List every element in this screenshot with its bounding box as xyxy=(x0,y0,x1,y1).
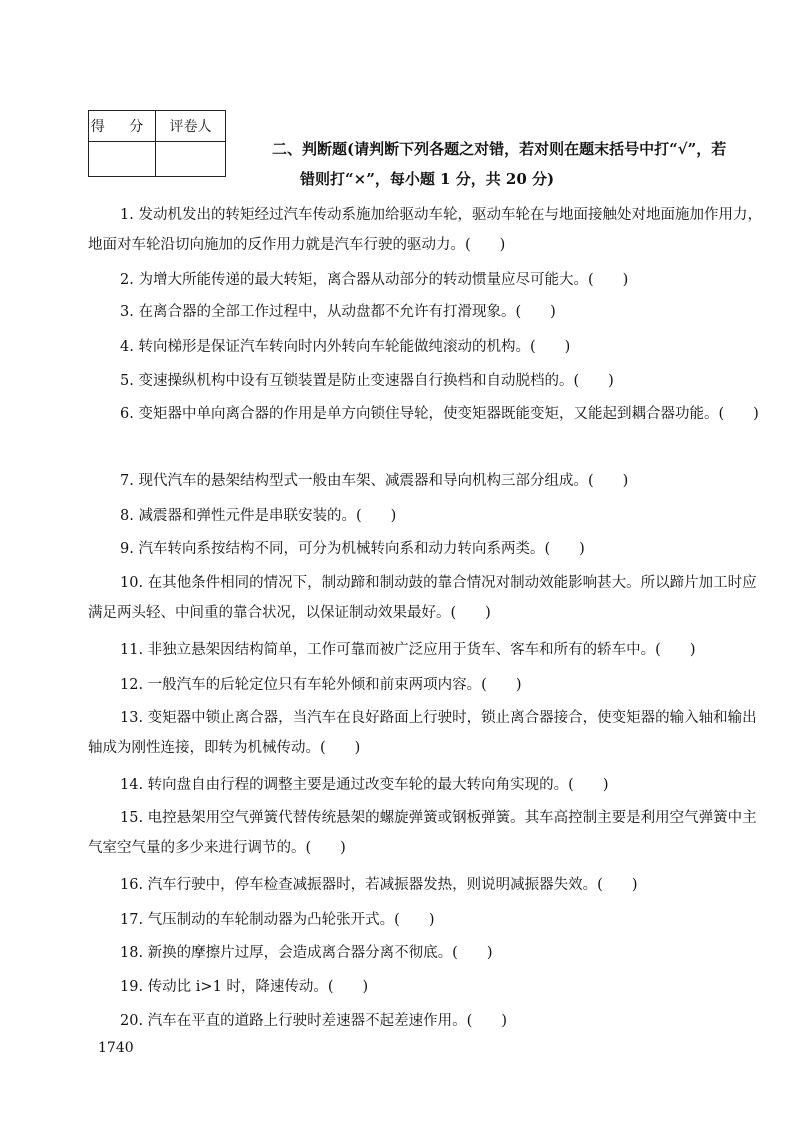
question-12: 12. 一般汽车的后轮定位只有车轮外倾和前束两项内容。( ) xyxy=(120,677,522,693)
question-2: 2. 为增大所能传递的最大转矩，离合器从动部分的转动惯量应尽可能大。( ) xyxy=(120,272,629,288)
question-10: 10. 在其他条件相同的情况下，制动蹄和制动鼓的靠合情况对制动效能影响甚大。所以蹄片加工时应满足两头轻、中间重的靠合状况，以保证制动效果最好。( ) xyxy=(88,575,757,621)
page-number: 1740 xyxy=(98,1040,134,1056)
question-1: 1. 发动机发出的转矩经过汽车传动系施加给驱动车轮，驱动车轮在与地面接触处对地面施加作用力，地面对车轮沿切向施加的反作用力就是汽车行驶的驱动力。( ) xyxy=(88,207,762,253)
grader-cell[interactable] xyxy=(156,142,226,177)
score-cell[interactable] xyxy=(89,142,156,177)
question-19: 19. 传动比 i>1 时，降速传动。( ) xyxy=(120,979,369,995)
section-title-line2: 错则打“×”，每小题 1 分，共 20 分) xyxy=(300,170,555,188)
question-11: 11. 非独立悬架因结构简单，工作可靠而被广泛应用于货车、客车和所有的轿车中。( ) xyxy=(120,642,696,658)
question-17: 17. 气压制动的车轮制动器为凸轮张开式。( ) xyxy=(120,912,435,928)
question-16: 16. 汽车行驶中，停车检查减振器时，若减振器发热，则说明减振器失效。( ) xyxy=(120,877,638,893)
question-18: 18. 新换的摩擦片过厚，会造成离合器分离不彻底。( ) xyxy=(120,945,493,961)
score-label: 得 分 xyxy=(89,111,156,142)
question-13: 13. 变矩器中锁止离合器，当汽车在良好路面上行驶时，锁止离合器接合，使变矩器的输入轴和输出轴成为刚性连接，即转为机械传动。( ) xyxy=(88,710,757,756)
question-3: 3. 在离合器的全部工作过程中，从动盘都不允许有打滑现象。( ) xyxy=(120,304,556,320)
question-20: 20. 汽车在平直的道路上行驶时差速器不起差速作用。( ) xyxy=(120,1013,507,1029)
question-8: 8. 减震器和弹性元件是串联安装的。( ) xyxy=(120,508,397,524)
grader-label: 评卷人 xyxy=(156,111,226,142)
question-15: 15. 电控悬架用空气弹簧代替传统悬架的螺旋弹簧或钢板弹簧。其车高控制主要是利用空气弹簧中主气室空气量的多少来进行调节的。( ) xyxy=(88,810,757,856)
section-title xyxy=(272,134,772,194)
question-6: 6. 变矩器中单向离合器的作用是单方向锁住导轮，使变矩器既能变矩，又能起到耦合器功能。( ) xyxy=(120,406,759,422)
question-5: 5. 变速操纵机构中设有互锁装置是防止变速器自行换档和自动脱档的。( ) xyxy=(120,373,614,389)
question-4: 4. 转向梯形是保证汽车转向时内外转向车轮能做纯滚动的机构。( ) xyxy=(120,339,571,355)
question-7: 7. 现代汽车的悬架结构型式一般由车架、减震器和导向机构三部分组成。( ) xyxy=(120,473,629,489)
score-table xyxy=(88,110,226,177)
section-title-line1: 二、判断题(请判断下列各题之对错，若对则在题末括号中打“√”，若 xyxy=(272,140,727,158)
question-9: 9. 汽车转向系按结构不同，可分为机械转向系和动力转向系两类。( ) xyxy=(120,541,585,557)
question-14: 14. 转向盘自由行程的调整主要是通过改变车轮的最大转向角实现的。( ) xyxy=(120,777,609,793)
